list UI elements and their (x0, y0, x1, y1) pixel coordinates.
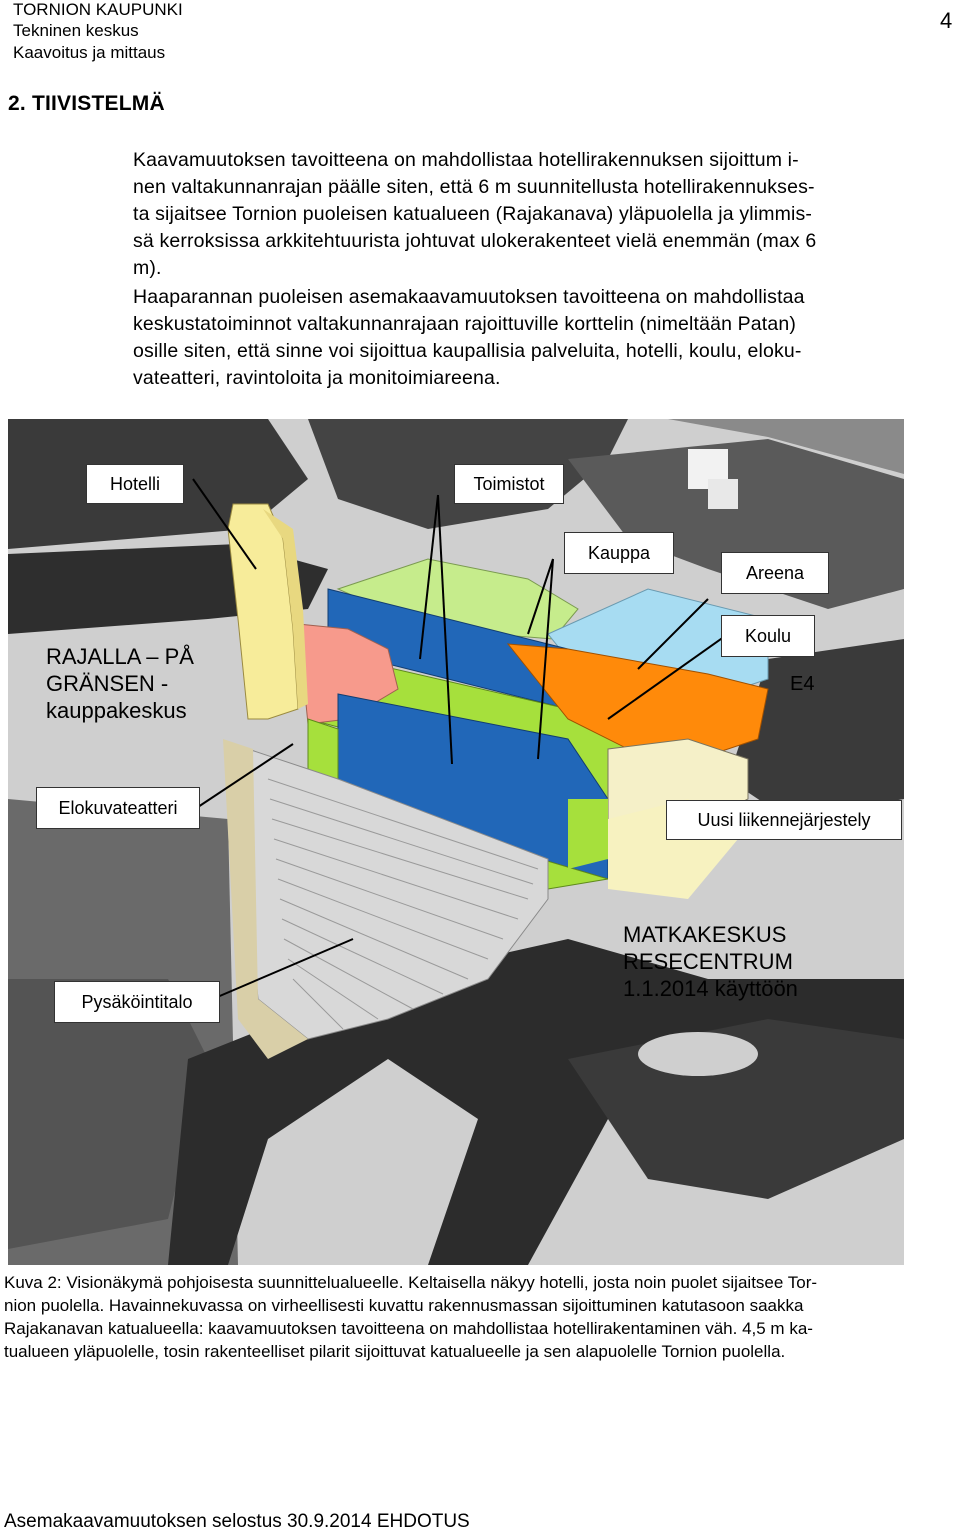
paragraph-line: osille siten, että sinne voi sijoittua kaupallisia palveluita, hotelli, koulu, eloku- (133, 340, 802, 362)
caption-line: tualueen yläpuolelle, tosin rakenteelliset pilarit sijoittuvat katualueelle ja sen alapuolelle Tornion puolella. (4, 1342, 786, 1361)
label-pysakointitalo: Pysäköintitalo (54, 981, 220, 1023)
section-title: 2. TIIVISTELMÄ (8, 92, 165, 115)
label-rajalla-kauppakeskus (46, 643, 236, 724)
matkakeskus-line: RESECENTRUM (623, 949, 793, 974)
summary-paragraph-1 (133, 147, 933, 282)
matkakeskus-line: 1.1.2014 käyttöön (623, 976, 798, 1001)
label-uusi-liikennejarjestely: Uusi liikennejärjestely (666, 800, 902, 840)
paragraph-line: Kaavamuutoksen tavoitteena on mahdollistaa hotellirakennuksen sijoittum i- (133, 149, 799, 171)
header-organization: TORNION KAUPUNKI (13, 0, 183, 19)
page-footer: Asemakaavamuutoksen selostus 30.9.2014 EHDOTUS (4, 1511, 470, 1532)
rajalla-line: kauppakeskus (46, 698, 187, 723)
caption-line: Rajakanavan katualueella: kaavamuutoksen tavoitteena on mahdollistaa hotellirakentaminen väh. 4,5 m ka- (4, 1319, 813, 1338)
rajalla-line: RAJALLA – PÅ (46, 644, 194, 669)
caption-line: nion puolella. Havainnekuvassa on virheellisesti kuvattu rakennusmassan sijoittuminen katutasoon saakka (4, 1296, 804, 1315)
label-matkakeskus (623, 921, 863, 1002)
vision-figure (8, 419, 904, 1265)
rajalla-line: GRÄNSEN - (46, 671, 169, 696)
label-kauppa: Kauppa (564, 532, 674, 574)
label-hotelli: Hotelli (86, 464, 184, 504)
label-koulu: Koulu (721, 615, 815, 657)
caption-line: Kuva 2: Visionäkymä pohjoisesta suunnittelualueelle. Keltaisella näkyy hotelli, josta noin puolet sijaitsee Tor- (4, 1273, 818, 1292)
summary-paragraph-2 (133, 284, 933, 392)
label-toimistot: Toimistot (454, 464, 564, 504)
header-department: Tekninen keskus (13, 21, 139, 40)
header-unit: Kaavoitus ja mittaus (13, 43, 166, 62)
matkakeskus-line: MATKAKESKUS (623, 922, 787, 947)
paragraph-line: m). (133, 257, 162, 279)
paragraph-line: ta sijaitsee Tornion puoleisen katualueen (Rajakanava) yläpuolella ja ylimmis- (133, 203, 813, 225)
paragraph-line: keskustatoiminnot valtakunnanrajaan rajoittuville korttelin (nimeltään Patan) (133, 313, 796, 335)
page-number: 4 (940, 8, 953, 33)
paragraph-line: vateatteri, ravintoloita ja monitoimiareena. (133, 367, 501, 389)
paragraph-line: sä kerroksissa arkkitehtuurista johtuvat ulokerakenteet vielä enemmän (max 6 (133, 230, 817, 252)
figure-caption (4, 1271, 954, 1363)
label-areena: Areena (721, 552, 829, 594)
paragraph-line: nen valtakunnanrajan päälle siten, että 6 m suunnitellusta hotellirakennukses- (133, 176, 815, 198)
paragraph-line: Haaparannan puoleisen asemakaavamuutoksen tavoitteena on mahdollistaa (133, 286, 805, 308)
vision-illustration (8, 419, 904, 1265)
label-elokuvateatteri: Elokuvateatteri (36, 787, 200, 829)
label-e4: E4 (790, 673, 815, 695)
